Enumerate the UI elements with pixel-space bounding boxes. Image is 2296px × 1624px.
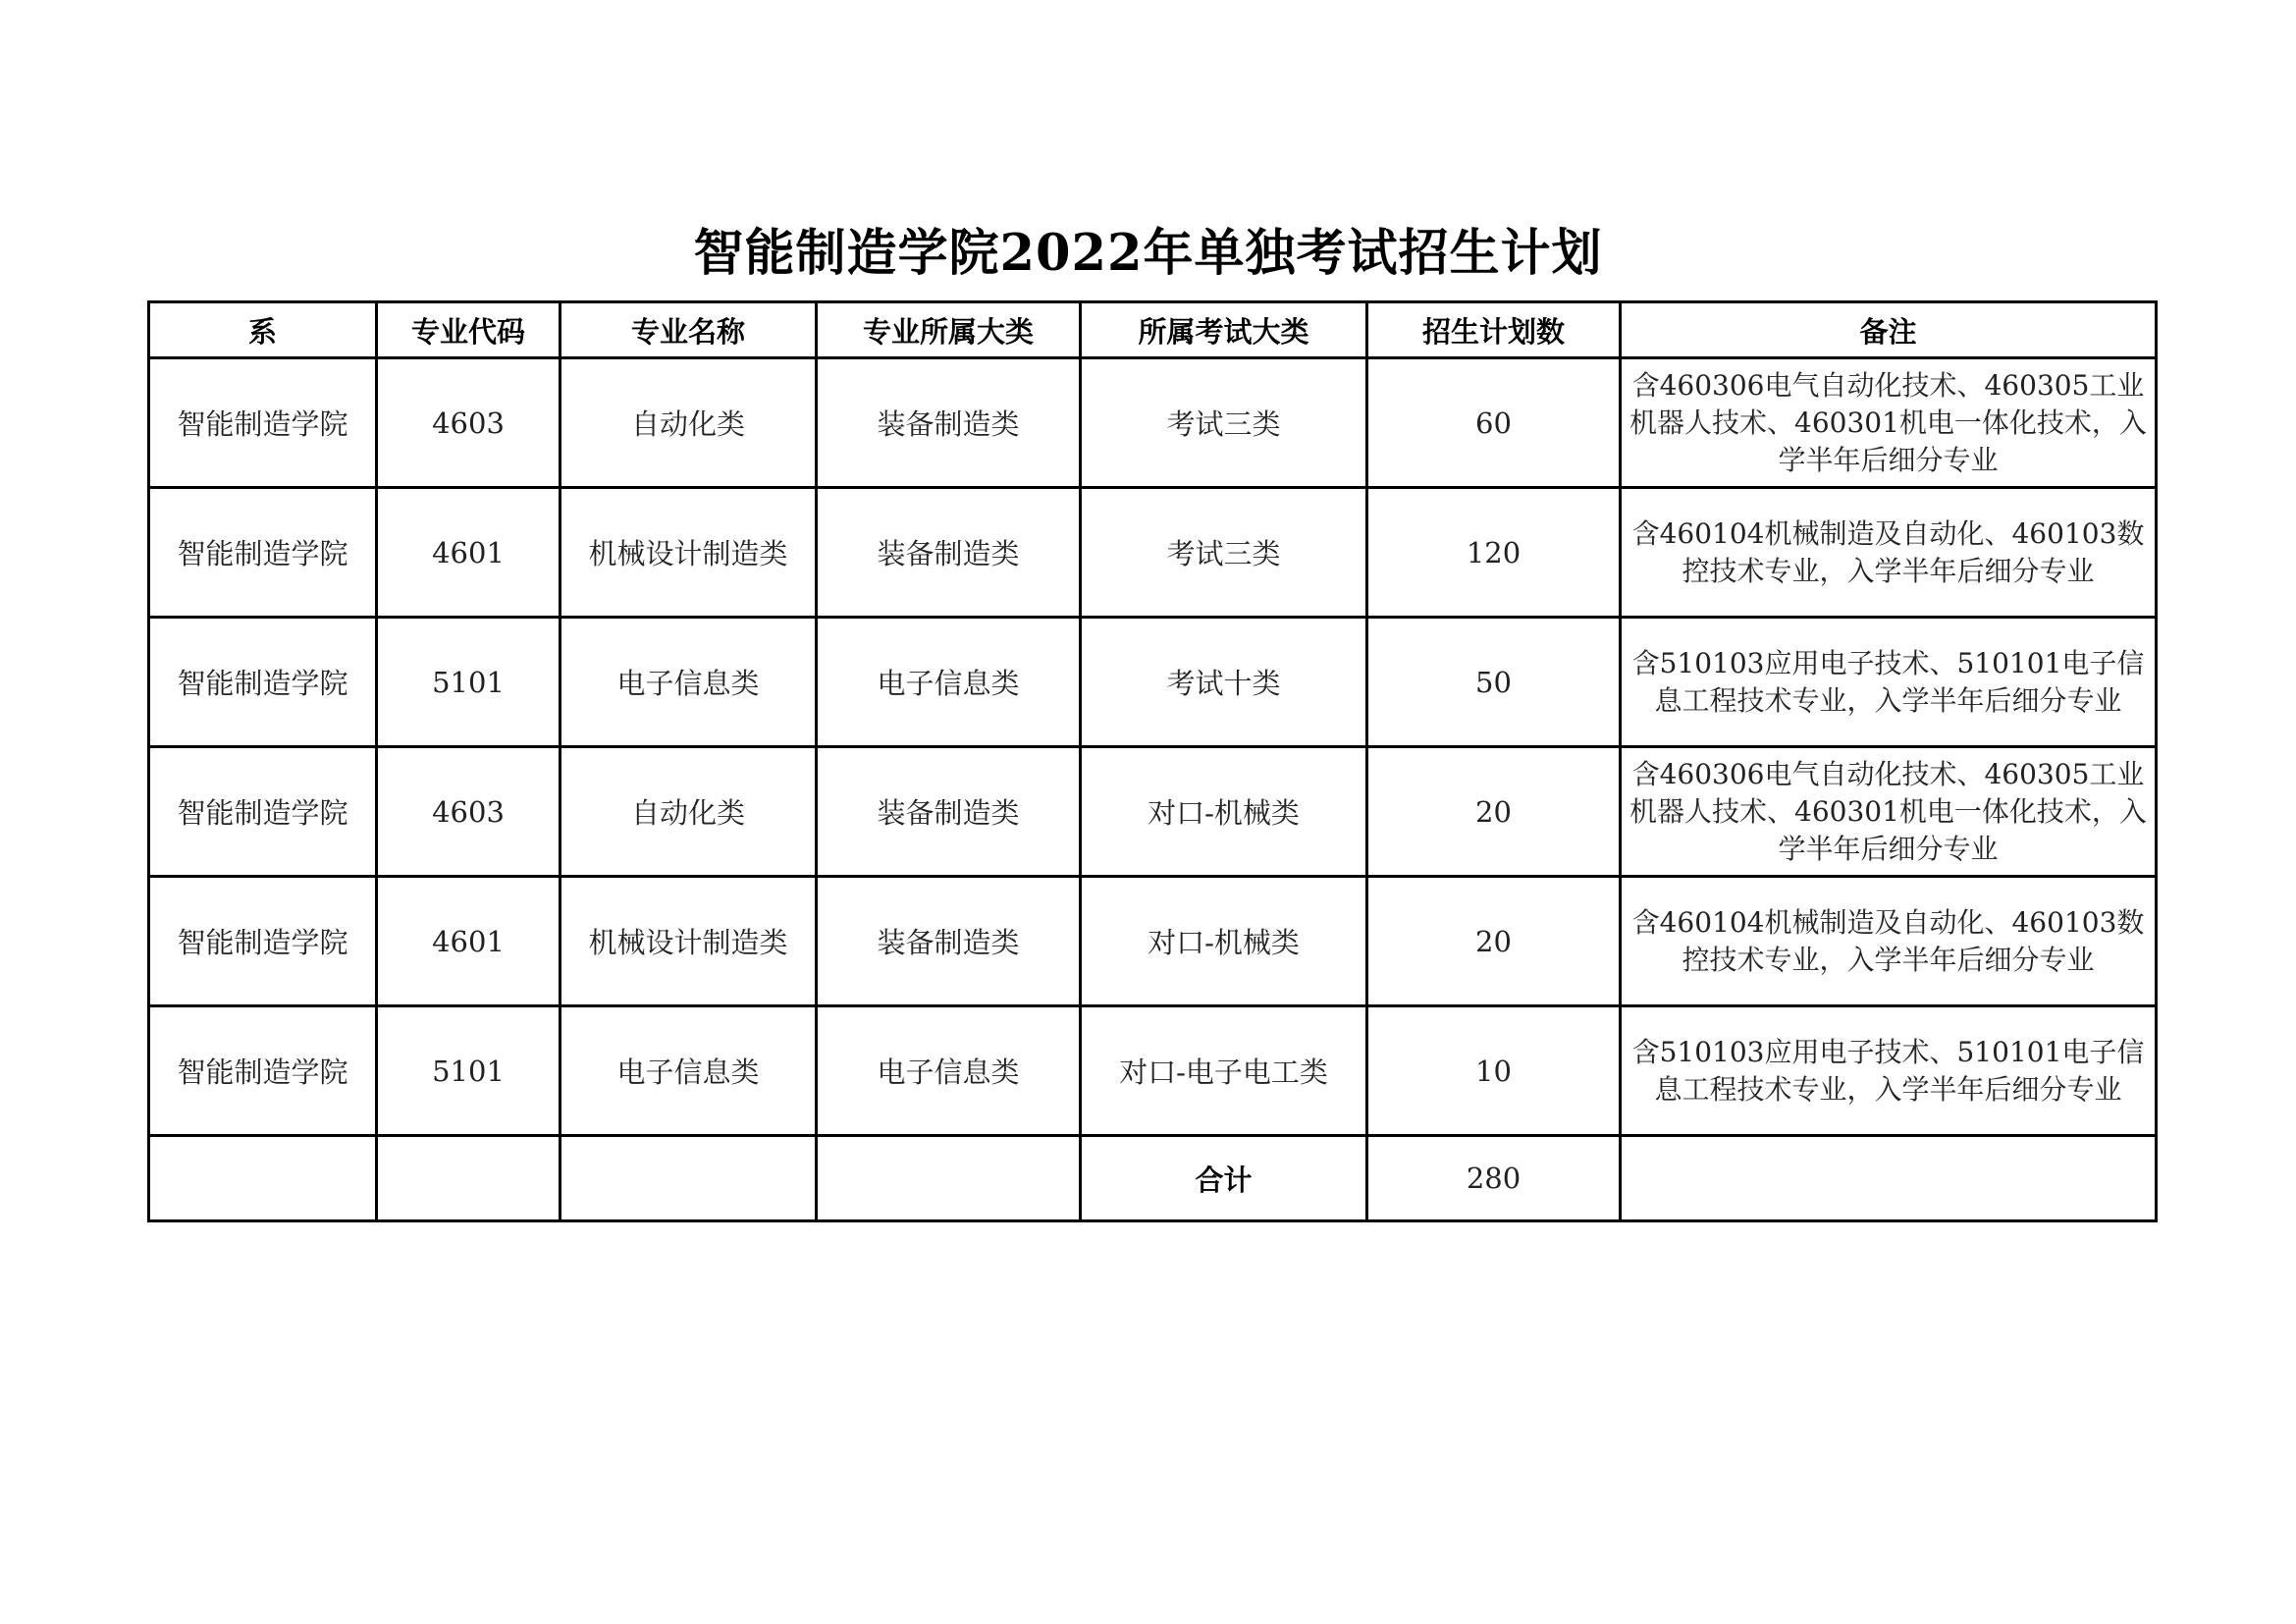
cell-exam-category: 考试十类 (1081, 618, 1367, 747)
column-header-major-category: 专业所属大类 (817, 302, 1081, 358)
cell-note: 含460104机械制造及自动化、460103数控技术专业，入学半年后细分专业 (1621, 877, 2157, 1006)
column-header-note: 备注 (1621, 302, 2157, 358)
cell-empty (377, 1136, 561, 1221)
cell-department: 智能制造学院 (149, 877, 377, 1006)
cell-note: 含460306电气自动化技术、460305工业机器人技术、460301机电一体化技术，入学半年后细分专业 (1621, 747, 2157, 877)
page-title: 智能制造学院2022年单独考试招生计划 (693, 224, 1603, 283)
column-header-department: 系 (149, 302, 377, 358)
cell-major-code: 5101 (377, 1006, 561, 1136)
cell-major-category: 电子信息类 (817, 1006, 1081, 1136)
cell-exam-category: 对口-机械类 (1081, 747, 1367, 877)
table-row (149, 1006, 2157, 1136)
cell-note: 含460104机械制造及自动化、460103数控技术专业，入学半年后细分专业 (1621, 488, 2157, 618)
cell-empty (149, 1136, 377, 1221)
table-header-row (149, 302, 2157, 358)
table-row (149, 618, 2157, 747)
column-header-quota: 招生计划数 (1367, 302, 1621, 358)
table-row (149, 747, 2157, 877)
cell-department: 智能制造学院 (149, 358, 377, 488)
cell-major-category: 装备制造类 (817, 747, 1081, 877)
cell-major-name: 自动化类 (561, 358, 817, 488)
cell-quota: 60 (1367, 358, 1621, 488)
cell-department: 智能制造学院 (149, 488, 377, 618)
cell-quota: 50 (1367, 618, 1621, 747)
cell-major-code: 4601 (377, 488, 561, 618)
cell-major-category: 装备制造类 (817, 358, 1081, 488)
cell-department: 智能制造学院 (149, 1006, 377, 1136)
column-header-major-code: 专业代码 (377, 302, 561, 358)
cell-major-category: 装备制造类 (817, 877, 1081, 1006)
cell-major-name: 电子信息类 (561, 618, 817, 747)
cell-note: 含460306电气自动化技术、460305工业机器人技术、460301机电一体化技术，入学半年后细分专业 (1621, 358, 2157, 488)
total-row (149, 1136, 2157, 1221)
cell-note: 含510103应用电子技术、510101电子信息工程技术专业，入学半年后细分专业 (1621, 1006, 2157, 1136)
cell-quota: 10 (1367, 1006, 1621, 1136)
cell-major-name: 机械设计制造类 (561, 488, 817, 618)
table-row (149, 358, 2157, 488)
cell-major-code: 4601 (377, 877, 561, 1006)
cell-major-code: 5101 (377, 618, 561, 747)
table-row (149, 877, 2157, 1006)
cell-major-category: 装备制造类 (817, 488, 1081, 618)
cell-empty (1621, 1136, 2157, 1221)
cell-major-code: 4603 (377, 747, 561, 877)
cell-exam-category: 对口-电子电工类 (1081, 1006, 1367, 1136)
cell-major-name: 自动化类 (561, 747, 817, 877)
cell-quota: 20 (1367, 877, 1621, 1006)
cell-major-code: 4603 (377, 358, 561, 488)
cell-empty (561, 1136, 817, 1221)
cell-exam-category: 考试三类 (1081, 358, 1367, 488)
cell-major-category: 电子信息类 (817, 618, 1081, 747)
cell-department: 智能制造学院 (149, 618, 377, 747)
cell-major-name: 机械设计制造类 (561, 877, 817, 1006)
column-header-exam-category: 所属考试大类 (1081, 302, 1367, 358)
cell-department: 智能制造学院 (149, 747, 377, 877)
cell-note: 含510103应用电子技术、510101电子信息工程技术专业，入学半年后细分专业 (1621, 618, 2157, 747)
cell-quota: 120 (1367, 488, 1621, 618)
cell-quota: 20 (1367, 747, 1621, 877)
table-row (149, 488, 2157, 618)
cell-major-name: 电子信息类 (561, 1006, 817, 1136)
cell-exam-category: 对口-机械类 (1081, 877, 1367, 1006)
total-label: 合计 (1081, 1136, 1367, 1221)
enrollment-plan-table (147, 300, 2158, 1222)
cell-exam-category: 考试三类 (1081, 488, 1367, 618)
column-header-major-name: 专业名称 (561, 302, 817, 358)
cell-empty (817, 1136, 1081, 1221)
total-value: 280 (1367, 1136, 1621, 1221)
